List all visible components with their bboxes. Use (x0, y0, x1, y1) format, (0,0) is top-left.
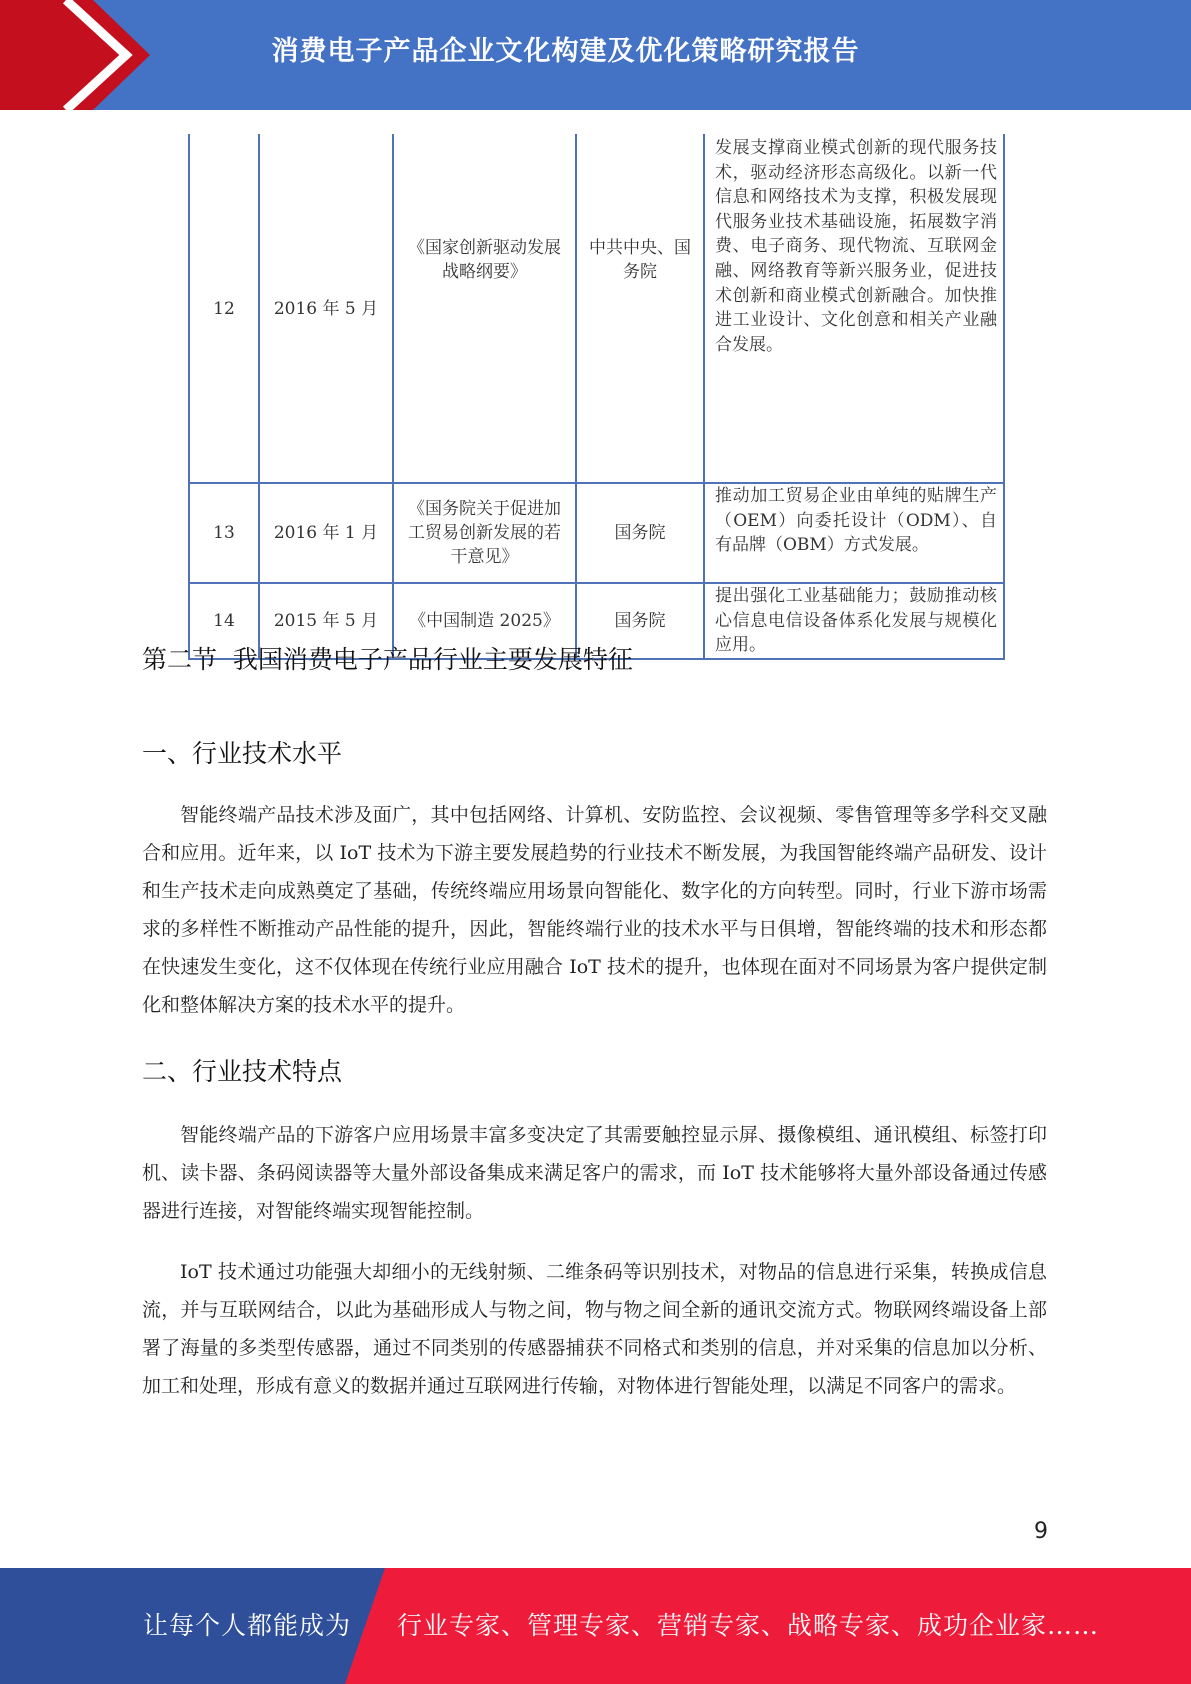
table-cell-date: 2016 年 1 月 (259, 483, 393, 583)
sub-heading-technology-features: 二、行业技术特点 (142, 1057, 343, 1086)
table-cell-content: 推动加工贸易企业由单纯的贴牌生产（OEM）向委托设计（ODM）、自有品牌（OBM）方式发展。 (704, 483, 1004, 583)
policy-table (188, 134, 1005, 660)
footer-slogan-left: 让每个人都能成为 (143, 1611, 352, 1640)
table-cell-date: 2015 年 5 月 (259, 583, 393, 659)
table-cell-document: 《中国制造 2025》 (393, 583, 576, 659)
report-title (0, 0, 1191, 104)
table-row (189, 135, 1004, 483)
table-cell-document: 《国家创新驱动发展战略纲要》 (393, 135, 576, 483)
page-number: 9 (1034, 1519, 1048, 1544)
table-cell-no: 14 (189, 583, 259, 659)
table-cell-document: 《国务院关于促进加工贸易创新发展的若干意见》 (393, 483, 576, 583)
paragraph-technology-level: 智能终端产品技术涉及面广，其中包括网络、计算机、安防监控、会议视频、零售管理等多学科交叉融合和应用。近年来，以 IoT 技术为下游主要发展趋势的行业技术不断发展，为我国智能终端产品研发、设计和生产技术走向成熟奠定了基础，传统终端应用场景向智能化、数字化的方向转型。同时，行业下游市场需求的多样性不断推动产品性能的提升，因此，智能终端行业的技术水平与日俱增，智能终端的技术和形态都在快速发生变化，这不仅体现在传统行业应用融合 IoT 技术的提升，也体现在面对不同场景为客户提供定制化和整体解决方案的技术水平的提升。 (142, 804, 1047, 1016)
page-footer (0, 1568, 1191, 1684)
table-cell-no: 12 (189, 135, 259, 483)
table-cell-issuer: 中共中央、国务院 (576, 135, 704, 483)
paragraph-technology-features-2: IoT 技术通过功能强大却细小的无线射频、二维条码等识别技术，对物品的信息进行采集，转换成信息流，并与互联网结合，以此为基础形成人与物之间，物与物之间全新的通讯交流方式。物联网终端设备上部署了海量的多类型传感器，通过不同类别的传感器捕获不同格式和类别的信息，并对采集的信息加以分析、加工和处理，形成有意义的数据并通过互联网进行传输，对物体进行智能处理，以满足不同客户的需求。 (142, 1261, 1047, 1397)
table-cell-no: 13 (189, 483, 259, 583)
sub-heading-technology-level: 一、行业技术水平 (142, 739, 343, 768)
table-cell-content: 提出强化工业基础能力；鼓励推动核心信息电信设备体系化发展与规模化应用。 (704, 583, 1004, 659)
report-title-text: 消费电子产品企业文化构建及优化策略研究报告 (271, 36, 860, 67)
table-row (189, 483, 1004, 583)
page-header (0, 0, 1191, 110)
table-cell-date: 2016 年 5 月 (259, 135, 393, 483)
footer-slogan-right: 行业专家、管理专家、营销专家、战略专家、成功企业家…… (397, 1611, 1100, 1640)
paragraph-technology-features-1: 智能终端产品的下游客户应用场景丰富多变决定了其需要触控显示屏、摄像模组、通讯模组、标签打印机、读卡器、条码阅读器等大量外部设备集成来满足客户的需求，而 IoT 技术能够将大量外部设备通过传感器进行连接，对智能终端实现智能控制。 (142, 1124, 1047, 1222)
table-cell-issuer: 国务院 (576, 483, 704, 583)
table-cell-content: 发展支撑商业模式创新的现代服务技术，驱动经济形态高级化。以新一代信息和网络技术为支撑，积极发展现代服务业技术基础设施，拓展数字消费、电子商务、现代物流、互联网金融、网络教育等新兴服务业，促进技术创新和商业模式创新融合。加快推进工业设计、文化创意和相关产业融合发展。 (704, 135, 1004, 483)
table-cell-issuer: 国务院 (576, 583, 704, 659)
section-title: 第二节 我国消费电子产品行业主要发展特征 (142, 645, 633, 674)
